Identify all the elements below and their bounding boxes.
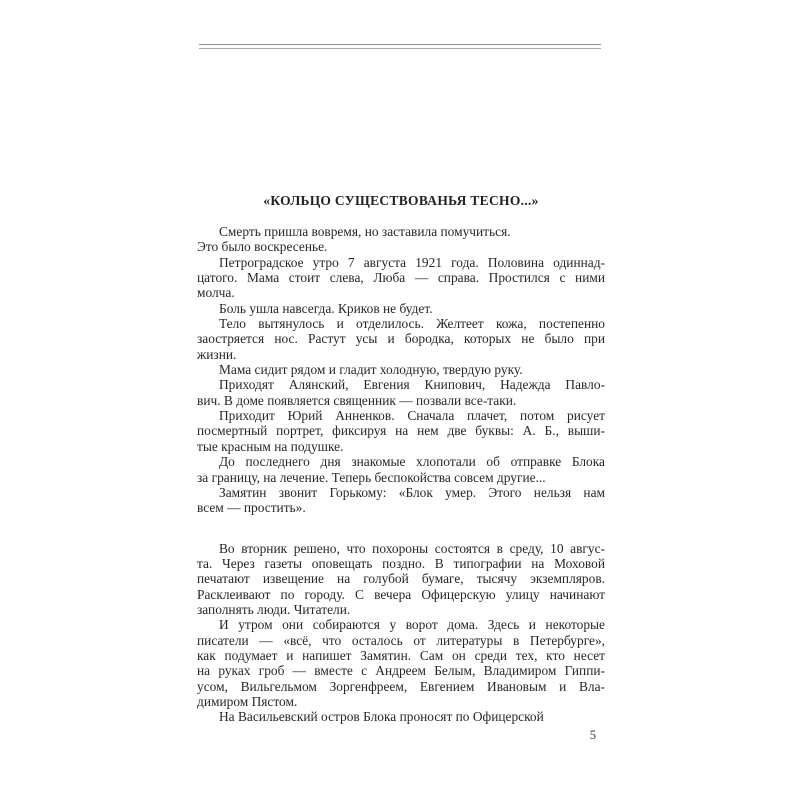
text-line: вич. В доме появляется священник — позвали все-таки.	[197, 392, 517, 408]
text-line: Боль ушла навсегда. Криков не будет.	[219, 300, 433, 316]
paragraph	[197, 709, 605, 724]
text-line: та. Через газеты оповещать поздно. В типографии на Моховой	[197, 555, 605, 571]
text-line: Расклеивают по городу. С вечера Офицерскую улицу начинают	[197, 586, 605, 602]
paragraph	[197, 377, 605, 408]
section-2	[197, 541, 605, 725]
text-line: Приходит Юрий Анненков. Сначала плачет, потом рисует	[219, 408, 605, 424]
text-line: всем — простить».	[197, 500, 306, 516]
text-line: заполнять люди. Читатели.	[197, 601, 351, 617]
paragraph	[197, 408, 605, 454]
text-line: тые красным на подушке.	[197, 438, 344, 454]
paragraph	[197, 255, 605, 301]
paragraph	[197, 224, 605, 239]
chapter-title: «КОЛЬЦО СУЩЕСТВОВАНЬЯ ТЕСНО...»	[263, 193, 539, 208]
text-line: жизни.	[197, 346, 237, 362]
text-line: на руках гроб — вместе с Андреем Белым, Владимиром Гиппи-	[197, 663, 605, 679]
text-line: заостряется нос. Растут усы и бородка, которых не было при	[197, 331, 605, 347]
text-line: Это было воскресенье.	[197, 239, 328, 255]
text-line: Приходят Алянский, Евгения Книпович, Надежда Павло-	[219, 377, 605, 393]
paragraph	[197, 541, 605, 618]
text-line: писатели — «всё, что осталось от литературы в Петербурге»,	[197, 632, 605, 648]
section-1	[197, 224, 605, 516]
text-line: печатают извещение на голубой бумаге, тысячу экземпляров.	[197, 571, 605, 587]
text-line: Петроградское утро 7 августа 1921 года. Половина одиннад-	[219, 254, 605, 270]
text-line: До последнего дня знакомые хлопотали об отправке Блока	[219, 454, 605, 470]
text-line: молча.	[197, 285, 235, 301]
text-line: Во вторник решено, что похороны состоятся в среду, 10 авгус-	[219, 540, 605, 556]
text-line: за границу, на лечение. Теперь беспокойства совсем другие...	[197, 469, 546, 485]
header-double-rule	[199, 44, 601, 49]
text-line: Мама сидит рядом и гладит холодную, твердую руку.	[219, 362, 523, 378]
paragraph	[197, 316, 605, 362]
page-number: 5	[589, 728, 596, 742]
text-line: усом, Вильгельмом Зоргенфреем, Евгением Ивановым и Вла-	[197, 678, 605, 694]
text-line: цатого. Мама стоит слева, Люба — справа. Простился с ними	[197, 270, 605, 286]
text-line: Смерть пришла вовремя, но заставила помучиться.	[219, 224, 511, 239]
paragraph	[197, 362, 605, 377]
text-line: посмертный портрет, фиксируя на нем две буквы: А. Б., выши-	[197, 423, 605, 439]
text-line: димиром Пястом.	[197, 693, 298, 709]
paragraph	[197, 485, 605, 516]
paragraph	[197, 301, 605, 316]
paragraph	[197, 239, 605, 254]
text-line: И утром они собираются у ворот дома. Здесь и некоторые	[219, 617, 605, 633]
text-block	[197, 224, 605, 725]
paragraph	[197, 617, 605, 709]
text-line: Тело вытянулось и отделилось. Желтеет кожа, постепенно	[219, 316, 605, 332]
text-line: Замятин звонит Горькому: «Блок умер. Этого нельзя нам	[219, 484, 605, 500]
text-line: На Васильевский остров Блока проносят по Офицерской	[219, 709, 544, 725]
paragraph	[197, 454, 605, 485]
text-line: как подумает и напишет Замятин. Сам он среди тех, кто несет	[197, 647, 605, 663]
